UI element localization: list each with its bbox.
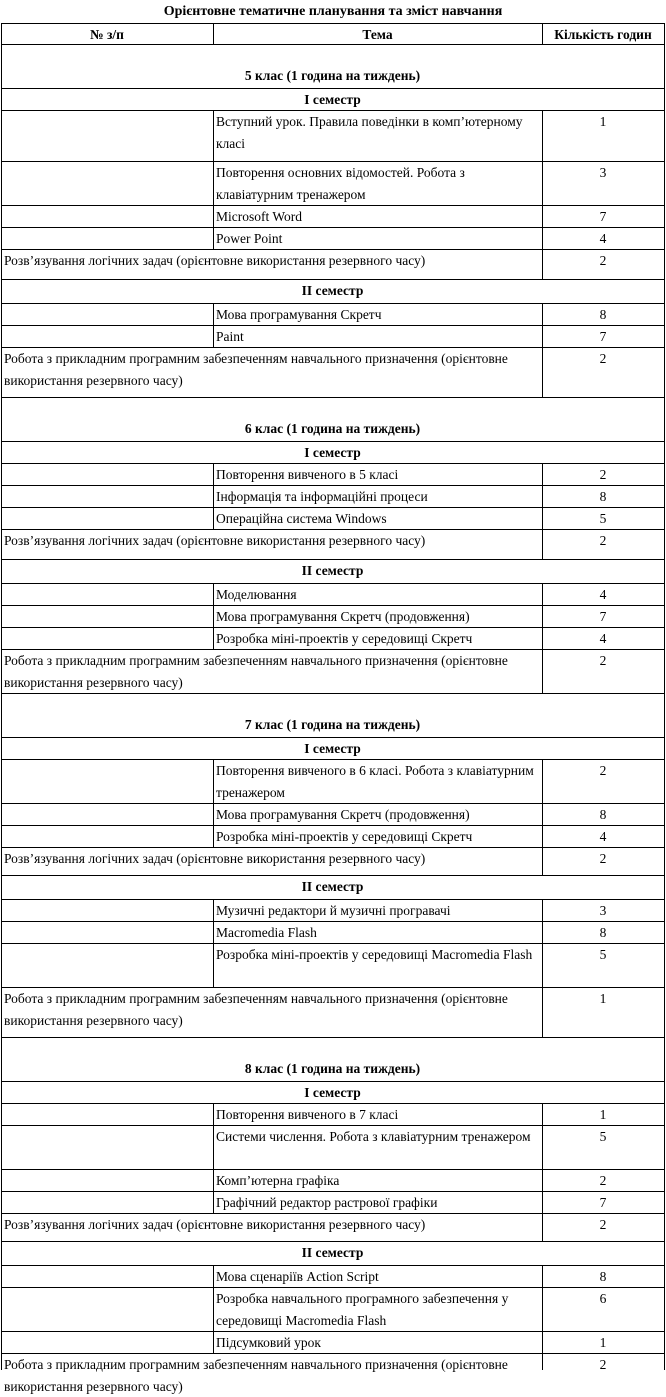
topic-cell: Power Point xyxy=(216,231,283,246)
hours-cell: 1 xyxy=(599,1335,607,1350)
grade-heading: 6 клас (1 година на тиждень) xyxy=(244,421,421,436)
hours-cell: 8 xyxy=(599,807,607,822)
hours-cell: 3 xyxy=(599,165,607,180)
topic-cell: Мова програмування Скретч (продовження) xyxy=(216,609,470,624)
topic-cell: Музичні редактори й музичні програвачі xyxy=(216,903,451,918)
topic-cell: Повторення вивченого в 6 класі. Робота з клавіатурним тренажером xyxy=(216,763,534,800)
hours-cell: 2 xyxy=(599,1173,607,1188)
reserve-time-cell: Розв’язування логічних задач (орієнтовне використання резервного часу) xyxy=(4,1217,426,1232)
topic-cell: Paint xyxy=(216,329,244,344)
reserve-time-cell: Робота з прикладним програмним забезпеченням навчального призначення (орієнтовне використання резервного часу) xyxy=(4,351,508,388)
hours-cell: 2 xyxy=(599,533,607,548)
reserve-time-cell: Робота з прикладним програмним забезпеченням навчального призначення (орієнтовне використання резервного часу) xyxy=(4,653,508,690)
semester-heading: ІІ семестр xyxy=(301,563,364,578)
row-number-cell xyxy=(1,759,213,803)
semester-heading: ІІ семестр xyxy=(301,879,364,894)
hours-cell: 8 xyxy=(599,489,607,504)
hours-cell: 2 xyxy=(599,851,607,866)
topic-cell: Комп’ютерна графіка xyxy=(216,1173,340,1188)
grade-heading: 5 клас (1 година на тиждень) xyxy=(244,68,421,83)
row-number-cell xyxy=(1,463,213,485)
reserve-time-cell: Робота з прикладним програмним забезпеченням навчального призначення (орієнтовне використання резервного часу) xyxy=(4,1357,508,1394)
row-number-cell xyxy=(1,110,213,161)
row-number-cell xyxy=(1,825,213,847)
reserve-time-cell: Розв’язування логічних задач (орієнтовне використання резервного часу) xyxy=(4,851,426,866)
column-header-hours: Кількість годин xyxy=(554,27,652,42)
topic-cell: Моделювання xyxy=(216,587,297,602)
hours-cell: 8 xyxy=(599,307,607,322)
row-number-cell xyxy=(1,627,213,649)
row-number-cell xyxy=(1,921,213,943)
row-number-cell xyxy=(1,507,213,529)
topic-cell: Мова програмування Скретч xyxy=(216,307,382,322)
topic-cell: Мова програмування Скретч (продовження) xyxy=(216,807,470,822)
row-number-cell xyxy=(1,605,213,627)
hours-cell: 4 xyxy=(599,829,607,844)
hours-cell: 2 xyxy=(599,351,607,366)
reserve-time-cell: Розв’язування логічних задач (орієнтовне використання резервного часу) xyxy=(4,533,426,548)
semester-heading: І семестр xyxy=(304,445,361,460)
grade-heading: 8 клас (1 година на тиждень) xyxy=(244,1061,421,1076)
topic-cell: Графічний редактор растрової графіки xyxy=(216,1195,438,1210)
reserve-time-cell: Розв’язування логічних задач (орієнтовне використання резервного часу) xyxy=(4,253,426,268)
row-number-cell xyxy=(1,1331,213,1353)
topic-cell: Розробка міні-проектів у середовищі Скретч xyxy=(216,829,473,844)
row-number-cell xyxy=(1,1169,213,1191)
hours-cell: 3 xyxy=(599,903,607,918)
hours-cell: 7 xyxy=(599,1195,607,1210)
topic-cell: Повторення вивченого в 7 класі xyxy=(216,1107,399,1122)
topic-cell: Вступний урок. Правила поведінки в комп’ютерному класі xyxy=(216,114,523,151)
row-number-cell xyxy=(1,583,213,605)
hours-cell: 7 xyxy=(599,329,607,344)
row-number-cell xyxy=(1,1191,213,1213)
reserve-time-cell: Робота з прикладним програмним забезпеченням навчального призначення (орієнтовне використання резервного часу) xyxy=(4,991,508,1028)
semester-heading: І семестр xyxy=(304,92,361,107)
hours-cell: 2 xyxy=(599,1357,607,1372)
semester-heading: І семестр xyxy=(304,741,361,756)
hours-cell: 1 xyxy=(599,1107,607,1122)
row-number-cell xyxy=(1,485,213,507)
row-number-cell xyxy=(1,803,213,825)
row-number-cell xyxy=(1,325,213,347)
row-number-cell xyxy=(1,205,213,227)
topic-cell: Системи числення. Робота з клавіатурним тренажером xyxy=(216,1129,531,1144)
column-header-number: № з/п xyxy=(90,27,124,42)
hours-cell: 7 xyxy=(599,209,607,224)
topic-cell: Розробка навчального програмного забезпечення у середовищі Macromedia Flash xyxy=(216,1291,509,1328)
hours-cell: 7 xyxy=(599,609,607,624)
hours-cell: 8 xyxy=(599,1269,607,1284)
topic-cell: Мова сценаріїв Action Script xyxy=(216,1269,379,1284)
hours-cell: 2 xyxy=(599,653,607,668)
hours-cell: 4 xyxy=(599,587,607,602)
hours-cell: 4 xyxy=(599,231,607,246)
semester-heading: ІІ семестр xyxy=(301,283,364,298)
topic-cell: Microsoft Word xyxy=(216,209,303,224)
hours-cell: 2 xyxy=(599,253,607,268)
row-number-cell xyxy=(1,899,213,921)
row-number-cell xyxy=(1,1125,213,1169)
row-number-cell xyxy=(1,161,213,205)
hours-cell: 1 xyxy=(599,991,607,1006)
hours-cell: 2 xyxy=(599,763,607,778)
row-number-cell xyxy=(1,943,213,987)
semester-heading: І семестр xyxy=(304,1085,361,1100)
row-number-cell xyxy=(1,227,213,249)
column-header-topic: Тема xyxy=(362,27,393,42)
row-number-cell xyxy=(1,1287,213,1331)
row-number-cell xyxy=(1,1265,213,1287)
document-title: Орієнтовне тематичне планування та зміст навчання xyxy=(163,4,503,19)
hours-cell: 2 xyxy=(599,1217,607,1232)
hours-cell: 6 xyxy=(599,1291,607,1306)
topic-cell: Macromedia Flash xyxy=(216,925,317,940)
topic-cell: Операційна система Windows xyxy=(216,511,387,526)
hours-cell: 5 xyxy=(599,1129,607,1144)
grade-heading: 7 клас (1 година на тиждень) xyxy=(244,717,421,732)
hours-cell: 5 xyxy=(599,947,607,962)
topic-cell: Підсумковий урок xyxy=(216,1335,321,1350)
hours-cell: 1 xyxy=(599,114,607,129)
semester-heading: ІІ семестр xyxy=(301,1245,364,1260)
row-number-cell xyxy=(1,303,213,325)
row-number-cell xyxy=(1,1103,213,1125)
topic-cell: Інформація та інформаційні процеси xyxy=(216,489,428,504)
hours-cell: 2 xyxy=(599,467,607,482)
hours-cell: 5 xyxy=(599,511,607,526)
hours-cell: 8 xyxy=(599,925,607,940)
topic-cell: Повторення вивченого в 5 класі xyxy=(216,467,399,482)
topic-cell: Повторення основних відомостей. Робота з клавіатурним тренажером xyxy=(216,165,465,202)
hours-cell: 4 xyxy=(599,631,607,646)
topic-cell: Розробка міні-проектів у середовищі Скретч xyxy=(216,631,473,646)
topic-cell: Розробка міні-проектів у середовищі Macromedia Flash xyxy=(216,947,533,962)
